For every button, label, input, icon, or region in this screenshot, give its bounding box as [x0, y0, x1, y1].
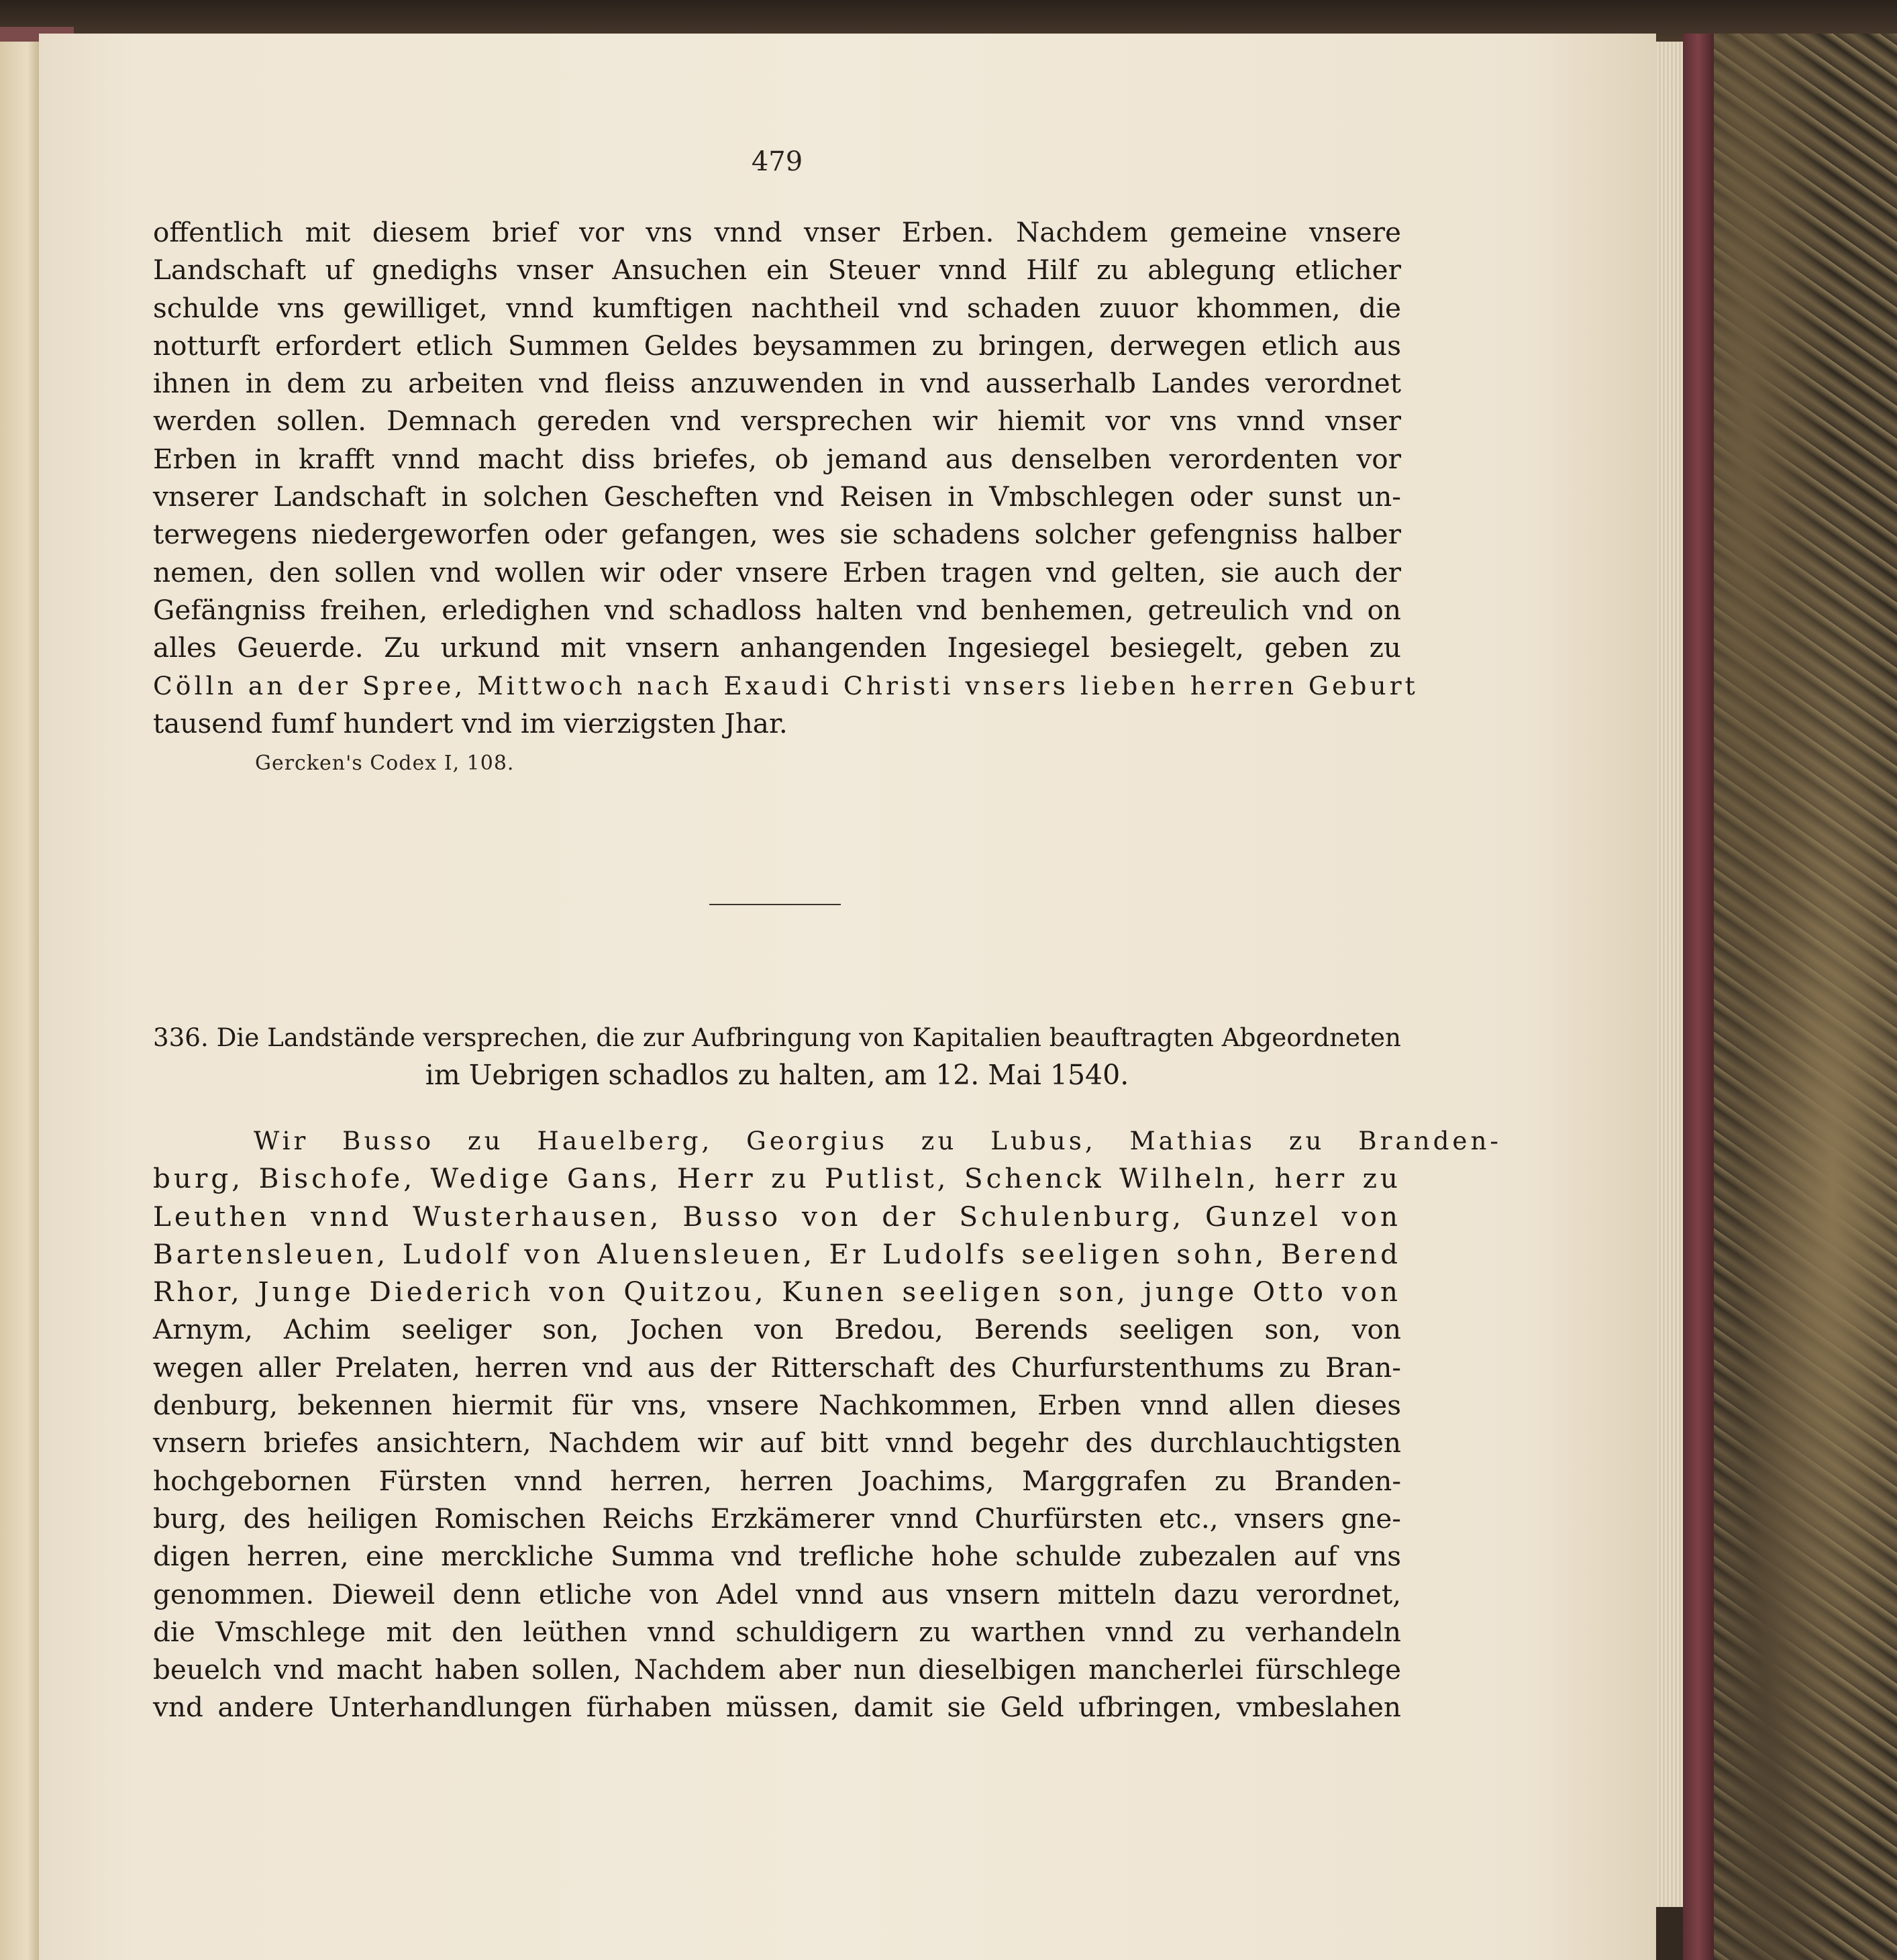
paragraph-1	[153, 213, 1419, 742]
marbled-cover	[1683, 34, 1897, 1960]
text-line: Cölln an der Spree, Mittwoch nach Exaudi Christi vnsers lieben herren Geburt	[153, 670, 1419, 701]
source-citation: Gercken's Codex I, 108.	[255, 752, 515, 775]
heading-line-1: 336. Die Landstände versprechen, die zur Aufbringung von Kapitalien beauftragten Abgeordneten	[153, 1023, 1401, 1052]
text-line: Landschaft uf gnedighs vnser Ansuchen ein Steuer vnnd Hilf zu ablegung etlicher	[153, 254, 1401, 287]
text-line: vnd andere Unterhandlungen fürhaben müssen, damit sie Geld ufbringen, vmbeslahen	[153, 1691, 1401, 1724]
text-line: genommen. Dieweil denn etliche von Adel vnnd aus vnsern mitteln dazu verordnet,	[153, 1578, 1401, 1610]
page-edges	[1656, 42, 1683, 1907]
text-line: werden sollen. Demnach gereden vnd versprechen wir hiemit vor vns vnnd vnser	[153, 405, 1401, 437]
text-line: denburg, bekennen hiermit für vns, vnsere Nachkommen, Erben vnnd allen dieses	[153, 1389, 1401, 1422]
text-line: Leuthen vnnd Wusterhausen, Busso von der Schulenburg, Gunzel von	[153, 1200, 1401, 1233]
left-page-sliver	[0, 42, 39, 1960]
text-line: alles Geuerde. Zu urkund mit vnsern anhangenden Ingesiegel besiegelt, geben zu	[153, 631, 1401, 664]
text-line: tausend fumf hundert vnd im vierzigsten Jhar.	[153, 707, 788, 739]
text-line: Bartensleuen, Ludolf von Aluensleuen, Er Ludolfs seeligen sohn, Berend	[153, 1237, 1401, 1270]
heading-line-2: im Uebrigen schadlos zu halten, am 12. Mai 1540.	[425, 1059, 1129, 1091]
text-line: Erben in krafft vnnd macht diss briefes, ob jemand aus denselben verordenten vor	[153, 442, 1401, 475]
text-line: beuelch vnd macht haben sollen, Nachdem aber nun dieselbigen mancherlei fürschlege	[153, 1653, 1401, 1686]
text-line: vnserer Landschaft in solchen Geschеften vnd Reisen in Vmbschlegen oder sunst un-	[153, 480, 1401, 513]
text-line: terwegens niedergeworfen oder gefangen, wes sie schadens solcher gefengniss halber	[153, 518, 1401, 551]
text-line: die Vmschlege mit den leüthen vnnd schuldigern zu warthen vnnd zu verhandeln	[153, 1615, 1401, 1648]
text-line: wegen aller Prelaten, herren vnd aus der Ritterschaft des Churfurstenthums zu Bran-	[153, 1351, 1401, 1384]
section-divider	[709, 904, 841, 905]
text-line: Gefängniss freihen, erledighen vnd schadloss halten vnd benhemen, getreulich vnd on	[153, 593, 1401, 626]
text-line: burg, des heiligen Romischen Reichs Erzkämerer vnnd Churfürsten etc., vnsers gne-	[153, 1502, 1401, 1535]
cover-spine-leather	[1683, 34, 1714, 1960]
text-line: schulde vns gewilliget, vnnd kumftigen nachtheil vnd schaden zuuor khommen, die	[153, 291, 1401, 324]
text-line: digen herren, eine merckliche Summa vnd trefliche hohe schulde zubezalen auf vns	[153, 1540, 1401, 1573]
text-line: vnsern briefes ansichtern, Nachdem wir auf bitt vnnd begehr des durchlauchtigsten	[153, 1427, 1401, 1459]
page-number: 479	[751, 146, 803, 177]
text-line: ihnen in dem zu arbeiten vnd fleiss anzuwenden in vnd ausserhalb Landes verordnet	[153, 367, 1401, 400]
text-line: hochgebornen Fürsten vnnd herren, herren Joachims, Marggrafen zu Branden-	[153, 1464, 1401, 1497]
paragraph-2	[153, 1122, 1502, 1726]
text-line: Arnym, Achim seeliger son, Jochen von Bredou, Berends seeligen son, von	[153, 1313, 1401, 1346]
text-line: Wir Busso zu Hauelberg, Georgius zu Lubus, Mathias zu Branden-	[254, 1126, 1502, 1155]
text-line: nemen, den sollen vnd wollen wir oder vnsere Erben tragen vnd gelten, sie auch der	[153, 556, 1401, 588]
text-line: Rhor, Junge Diederich von Quitzou, Kunen seeligen son, junge Otto von	[153, 1276, 1401, 1308]
text-line: notturft erfordert etlich Summen Geldes beysammen zu bringen, derwegen etlich aus	[153, 329, 1401, 362]
text-line: offentlich mit diesem brief vor vns vnnd vnser Erben. Nachdem gemeine vnsere	[153, 216, 1401, 248]
document-heading	[153, 1019, 1401, 1094]
text-line: burg, Bischofe, Wedige Gans, Herr zu Putlist, Schenck Wilheln, herr zu	[153, 1162, 1401, 1195]
